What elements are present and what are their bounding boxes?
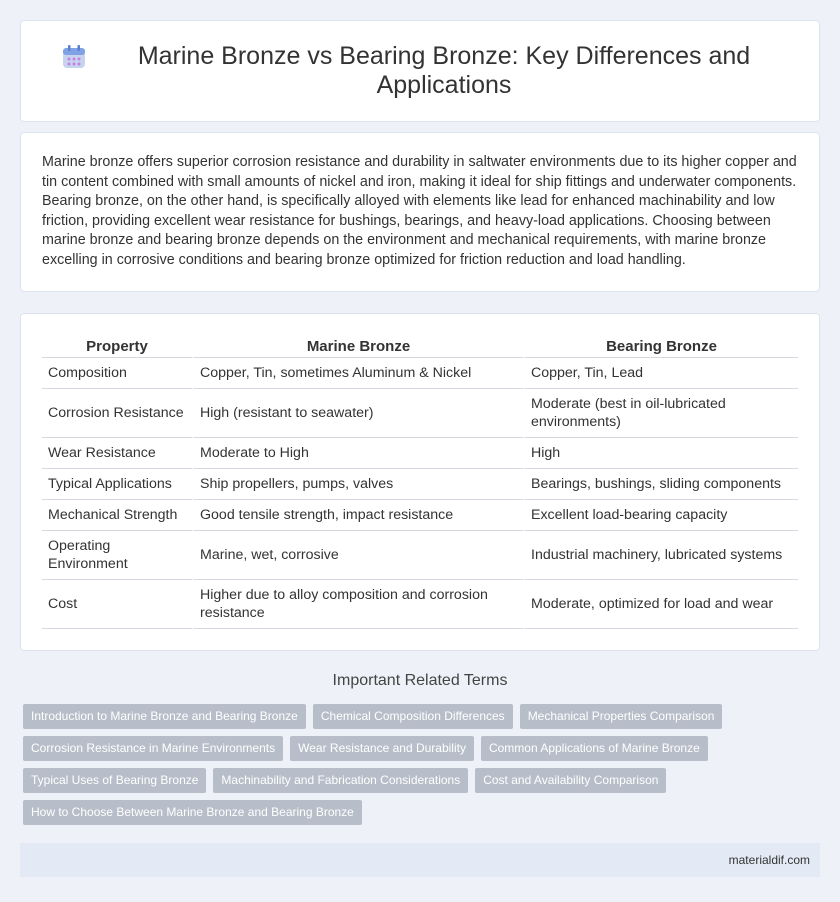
cell-property: Mechanical Strength	[42, 500, 192, 531]
related-term-tag[interactable]: Wear Resistance and Durability	[290, 736, 474, 761]
cell-marine: Moderate to High	[192, 438, 523, 469]
cell-property: Operating Environment	[42, 531, 192, 580]
table-row	[42, 438, 798, 469]
cell-marine: High (resistant to seawater)	[192, 389, 523, 438]
footer-site-link[interactable]: materialdif.com	[728, 853, 810, 867]
cell-bearing: Excellent load-bearing capacity	[523, 500, 798, 531]
table-row	[42, 358, 798, 389]
cell-property: Cost	[42, 580, 192, 629]
related-term-tag[interactable]: Chemical Composition Differences	[313, 704, 513, 729]
cell-property: Corrosion Resistance	[42, 389, 192, 438]
related-term-tag[interactable]: How to Choose Between Marine Bronze and Bearing Bronze	[23, 800, 362, 825]
cell-bearing: Moderate (best in oil-lubricated environments)	[523, 389, 798, 438]
cell-marine: Copper, Tin, sometimes Aluminum & Nickel	[192, 358, 523, 389]
header-card	[20, 20, 820, 122]
page-title: Marine Bronze vs Bearing Bronze: Key Differences and Applications	[137, 42, 751, 99]
cell-marine: Ship propellers, pumps, valves	[192, 469, 523, 500]
related-term-tag[interactable]: Cost and Availability Comparison	[475, 768, 666, 793]
table-row	[42, 469, 798, 500]
cell-bearing: High	[523, 438, 798, 469]
cell-property: Composition	[42, 358, 192, 389]
summary-card	[20, 132, 820, 292]
related-term-tag[interactable]: Corrosion Resistance in Marine Environments	[23, 736, 283, 761]
related-terms-title: Important Related Terms	[332, 672, 508, 689]
cell-bearing: Bearings, bushings, sliding components	[523, 469, 798, 500]
cell-marine: Marine, wet, corrosive	[192, 531, 523, 580]
related-term-tag[interactable]: Common Applications of Marine Bronze	[481, 736, 708, 761]
cell-property: Typical Applications	[42, 469, 192, 500]
cell-bearing: Moderate, optimized for load and wear	[523, 580, 798, 629]
footer	[20, 843, 820, 877]
cell-marine: Good tensile strength, impact resistance	[192, 500, 523, 531]
calendar-icon	[61, 44, 87, 70]
table-row	[42, 500, 798, 531]
related-term-tag[interactable]: Introduction to Marine Bronze and Bearing Bronze	[23, 704, 306, 729]
header-bearing-bronze: Bearing Bronze	[523, 336, 798, 358]
table-row	[42, 580, 798, 629]
cell-property: Wear Resistance	[42, 438, 192, 469]
cell-marine: Higher due to alloy composition and corrosion resistance	[192, 580, 523, 629]
summary-text: Marine bronze offers superior corrosion resistance and durability in saltwater environments due to its higher copper and tin content combined with small amounts of nickel and iron, making it ideal for ship fittings and underwater components. Bearing bronze, on the other hand, is specifically alloyed with elements like lead for enhanced machinability and low friction, providing excellent wear resistance for bushings, bearings, and heavy-load applications. Choosing between marine bronze and bearing bronze depends on the environment and mechanical requirements, with marine bronze excelling in corrosive conditions and bearing bronze optimized for friction reduction and load handling.	[42, 154, 797, 268]
table-header-row	[42, 336, 798, 358]
related-term-tag[interactable]: Machinability and Fabrication Considerations	[213, 768, 468, 793]
title-wrap	[61, 42, 779, 100]
header-marine-bronze: Marine Bronze	[192, 336, 523, 358]
related-term-tag[interactable]: Mechanical Properties Comparison	[520, 704, 723, 729]
related-terms-list	[23, 704, 820, 832]
related-term-tag[interactable]: Typical Uses of Bearing Bronze	[23, 768, 206, 793]
table-card	[20, 313, 820, 651]
cell-bearing: Industrial machinery, lubricated systems	[523, 531, 798, 580]
table-row	[42, 531, 798, 580]
cell-bearing: Copper, Tin, Lead	[523, 358, 798, 389]
header-property: Property	[42, 336, 192, 358]
comparison-table	[42, 336, 798, 629]
table-row	[42, 389, 798, 438]
